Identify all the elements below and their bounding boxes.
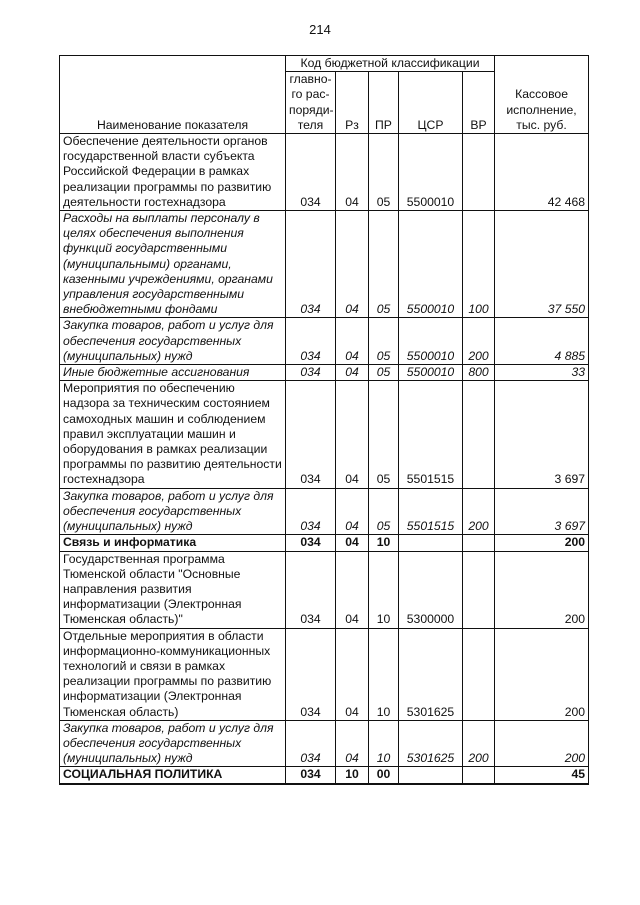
cell-amount: 3 697 bbox=[495, 381, 589, 488]
table-row bbox=[60, 551, 589, 628]
cell-pr: 05 bbox=[369, 381, 399, 488]
cell-rz: 04 bbox=[336, 535, 369, 551]
cell-name: Мероприятия по обеспечению надзора за техническим состоянием самоходных машин и соблюдением правил эксплуатации машин и оборудования в рамках реализации программы по развитию деятельности гостехнадзора bbox=[60, 381, 286, 488]
cell-name: СОЦИАЛЬНАЯ ПОЛИТИКА bbox=[60, 767, 286, 784]
cell-admin-code: 034 bbox=[286, 720, 336, 767]
cell-amount: 3 697 bbox=[495, 488, 589, 535]
cell-vr bbox=[463, 381, 495, 488]
cell-pr: 10 bbox=[369, 720, 399, 767]
cell-pr: 05 bbox=[369, 211, 399, 318]
cell-name: Связь и информатика bbox=[60, 535, 286, 551]
cell-vr: 200 bbox=[463, 318, 495, 365]
cell-admin-code: 034 bbox=[286, 134, 336, 211]
cell-amount: 37 550 bbox=[495, 211, 589, 318]
cell-pr: 10 bbox=[369, 628, 399, 720]
cell-pr: 00 bbox=[369, 767, 399, 784]
header-pr: ПР bbox=[369, 72, 399, 134]
cell-admin-code: 034 bbox=[286, 381, 336, 488]
cell-rz: 04 bbox=[336, 551, 369, 628]
table-header bbox=[60, 56, 589, 134]
table-row bbox=[60, 767, 589, 784]
cell-pr: 10 bbox=[369, 535, 399, 551]
cell-admin-code: 034 bbox=[286, 767, 336, 784]
cell-pr: 05 bbox=[369, 365, 399, 381]
cell-csr: 5500010 bbox=[399, 365, 463, 381]
cell-name: Иные бюджетные ассигнования bbox=[60, 365, 286, 381]
header-rz: Рз bbox=[336, 72, 369, 134]
cell-amount: 4 885 bbox=[495, 318, 589, 365]
cell-pr: 05 bbox=[369, 488, 399, 535]
cell-vr bbox=[463, 535, 495, 551]
budget-table bbox=[59, 55, 589, 785]
header-code-group: Код бюджетной классификации bbox=[286, 56, 495, 72]
cell-rz: 04 bbox=[336, 318, 369, 365]
table-row bbox=[60, 318, 589, 365]
header-amount: Кассовое исполнение, тыс. руб. bbox=[495, 56, 589, 134]
table-row bbox=[60, 134, 589, 211]
header-csr: ЦСР bbox=[399, 72, 463, 134]
table-row bbox=[60, 381, 589, 488]
cell-admin-code: 034 bbox=[286, 365, 336, 381]
table-body bbox=[60, 134, 589, 784]
cell-amount: 200 bbox=[495, 720, 589, 767]
cell-rz: 10 bbox=[336, 767, 369, 784]
cell-vr: 100 bbox=[463, 211, 495, 318]
cell-vr bbox=[463, 767, 495, 784]
table-row bbox=[60, 535, 589, 551]
cell-csr: 5301625 bbox=[399, 720, 463, 767]
cell-pr: 05 bbox=[369, 134, 399, 211]
cell-admin-code: 034 bbox=[286, 628, 336, 720]
cell-vr: 800 bbox=[463, 365, 495, 381]
cell-amount: 200 bbox=[495, 535, 589, 551]
cell-rz: 04 bbox=[336, 134, 369, 211]
cell-amount: 33 bbox=[495, 365, 589, 381]
cell-csr: 5500010 bbox=[399, 211, 463, 318]
cell-csr bbox=[399, 767, 463, 784]
cell-csr: 5500010 bbox=[399, 318, 463, 365]
cell-name: Отдельные мероприятия в области информационно-коммуникационных технологий и связи в рамках реализации программы по развитию информатизации (Электронная Тюменская область) bbox=[60, 628, 286, 720]
cell-name: Закупка товаров, работ и услуг для обеспечения государственных (муниципальных) нужд bbox=[60, 488, 286, 535]
header-vr: ВР bbox=[463, 72, 495, 134]
cell-name: Государственная программа Тюменской области "Основные направления развития информатизации (Электронная Тюменская область)" bbox=[60, 551, 286, 628]
cell-vr: 200 bbox=[463, 720, 495, 767]
table-row bbox=[60, 720, 589, 767]
cell-admin-code: 034 bbox=[286, 488, 336, 535]
cell-vr bbox=[463, 551, 495, 628]
cell-rz: 04 bbox=[336, 365, 369, 381]
cell-csr: 5301625 bbox=[399, 628, 463, 720]
cell-vr bbox=[463, 134, 495, 211]
cell-amount: 200 bbox=[495, 628, 589, 720]
cell-amount: 42 468 bbox=[495, 134, 589, 211]
cell-rz: 04 bbox=[336, 211, 369, 318]
cell-name: Обеспечение деятельности органов государственной власти субъекта Российской Федерации в рамках реализации программы по развитию деятельности гостехнадзора bbox=[60, 134, 286, 211]
cell-csr: 5300000 bbox=[399, 551, 463, 628]
cell-vr bbox=[463, 628, 495, 720]
cell-admin-code: 034 bbox=[286, 318, 336, 365]
cell-name: Закупка товаров, работ и услуг для обеспечения государственных (муниципальных) нужд bbox=[60, 318, 286, 365]
cell-rz: 04 bbox=[336, 628, 369, 720]
header-name: Наименование показателя bbox=[60, 56, 286, 134]
cell-amount: 45 bbox=[495, 767, 589, 784]
cell-pr: 10 bbox=[369, 551, 399, 628]
cell-admin-code: 034 bbox=[286, 535, 336, 551]
cell-amount: 200 bbox=[495, 551, 589, 628]
table-row bbox=[60, 488, 589, 535]
header-admin: главно-го рас-поряди-теля bbox=[286, 72, 336, 134]
table-row bbox=[60, 211, 589, 318]
cell-pr: 05 bbox=[369, 318, 399, 365]
cell-csr: 5501515 bbox=[399, 488, 463, 535]
table-row bbox=[60, 628, 589, 720]
page-number: 214 bbox=[309, 22, 331, 37]
cell-csr bbox=[399, 535, 463, 551]
cell-csr: 5501515 bbox=[399, 381, 463, 488]
cell-csr: 5500010 bbox=[399, 134, 463, 211]
cell-vr: 200 bbox=[463, 488, 495, 535]
cell-name: Расходы на выплаты персоналу в целях обеспечения выполнения функций государственными (муниципальными) органами, казенными учреждениями, органами управления государственными внебюджетными фондами bbox=[60, 211, 286, 318]
cell-admin-code: 034 bbox=[286, 211, 336, 318]
cell-rz: 04 bbox=[336, 720, 369, 767]
cell-admin-code: 034 bbox=[286, 551, 336, 628]
cell-rz: 04 bbox=[336, 381, 369, 488]
cell-name: Закупка товаров, работ и услуг для обеспечения государственных (муниципальных) нужд bbox=[60, 720, 286, 767]
table-row bbox=[60, 365, 589, 381]
cell-rz: 04 bbox=[336, 488, 369, 535]
